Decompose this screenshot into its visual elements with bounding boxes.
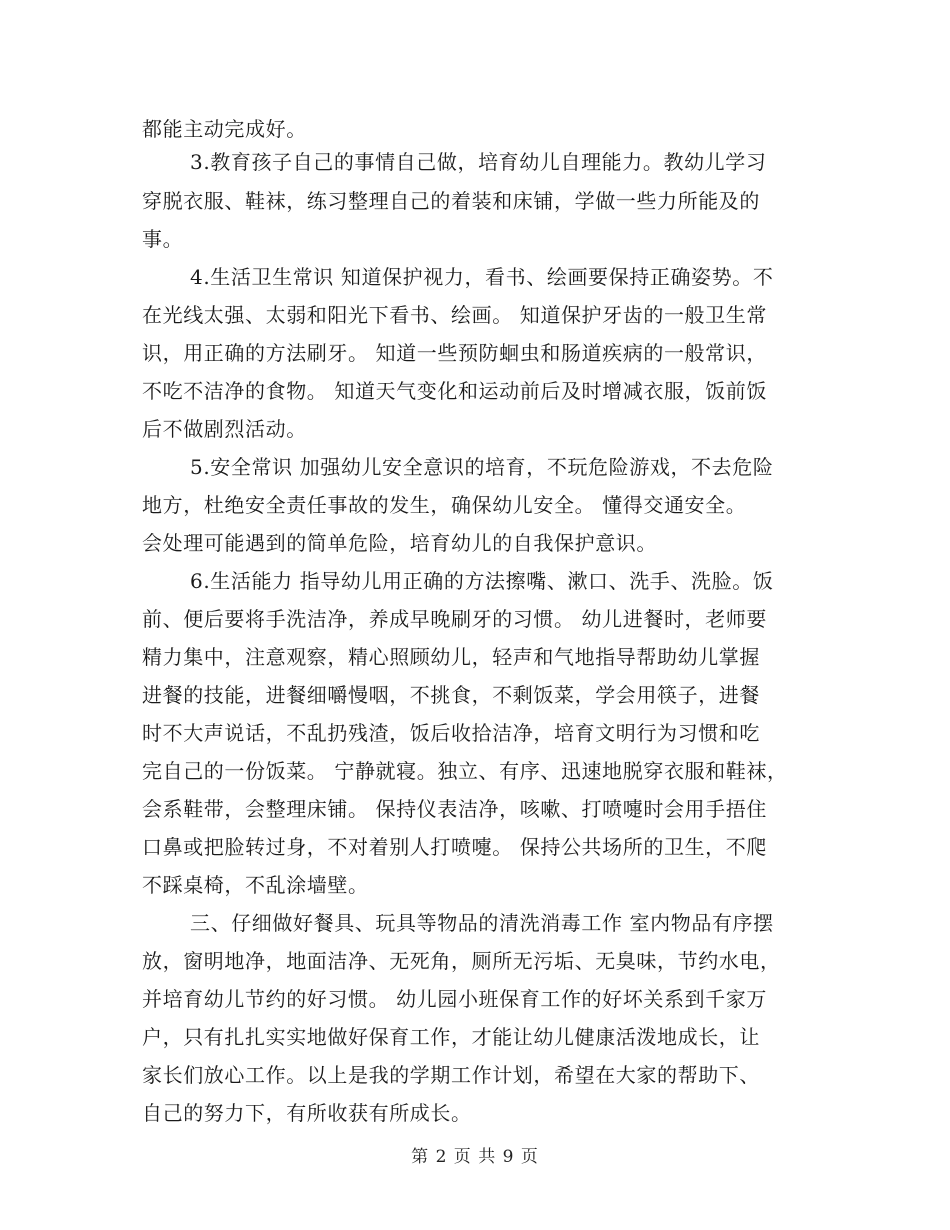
text-line: 穿脱衣服、鞋袜，练习整理自己的着装和床铺，学做一些力所能及的	[142, 189, 760, 213]
text-line: 不吃不洁净的食物。 知道天气变化和运动前后及时增减衣服，饭前饭	[142, 379, 767, 403]
text-line: 识，用正确的方法刷牙。 知道一些预防蛔虫和肠道疾病的一般常识，	[142, 341, 767, 365]
text-line: 户，只有扎扎实实地做好保育工作，才能让幼儿健康活泼地成长，让	[142, 1025, 760, 1049]
text-line: 3.教育孩子自己的事情自己做，培育幼儿自理能力。教幼儿学习	[190, 150, 767, 174]
text-line: 地方，杜绝安全责任事故的发生，确保幼儿安全。 懂得交通安全。	[142, 493, 747, 517]
text-line: 精力集中，注意观察，精心照顾幼儿，轻声和气地指导帮助幼儿掌握	[142, 645, 760, 669]
page-number-footer: 第 2 页 共 9 页	[411, 1147, 539, 1167]
text-line: 4.生活卫生常识 知道保护视力，看书、绘画要保持正确姿势。不	[190, 265, 774, 289]
text-line: 不踩桌椅，不乱涂墙壁。	[142, 873, 369, 897]
text-line: 会处理可能遇到的简单危险，培育幼儿的自我保护意识。	[142, 531, 657, 555]
text-line: 家长们放心工作。以上是我的学期工作计划，希望在大家的帮助下、	[142, 1063, 760, 1087]
text-line: 时不大声说话，不乱扔残渣，饭后收拾洁净，培育文明行为习惯和吃	[142, 721, 760, 745]
text-line: 5.安全常识 加强幼儿安全意识的培育，不玩危险游戏，不去危险	[190, 455, 774, 479]
text-line: 口鼻或把脸转过身，不对着别人打喷嚏。 保持公共场所的卫生，不爬	[142, 835, 767, 859]
text-line: 后不做剧烈活动。	[142, 417, 307, 441]
text-line: 完自己的一份饭菜。 宁静就寝。独立、有序、迅速地脱穿衣服和鞋袜，	[142, 759, 788, 783]
text-line: 前、便后要将手洗洁净，养成早晚刷牙的习惯。 幼儿进餐时，老师要	[142, 607, 767, 631]
text-line: 自己的努力下，有所收获有所成长。	[142, 1101, 472, 1125]
text-line: 三、仔细做好餐具、玩具等物品的清洗消毒工作 室内物品有序摆	[190, 911, 774, 935]
text-line: 都能主动完成好。	[142, 117, 307, 141]
text-line: 在光线太强、太弱和阳光下看书、绘画。 知道保护牙齿的一般卫生常	[142, 303, 767, 327]
text-line: 会系鞋带，会整理床铺。 保持仪表洁净，咳嗽、打喷嚏时会用手捂住	[142, 797, 767, 821]
text-line: 放，窗明地净，地面洁净、无死角，厕所无污垢、无臭味，节约水电，	[142, 949, 781, 973]
text-line: 并培育幼儿节约的好习惯。 幼儿园小班保育工作的好坏关系到千家万	[142, 987, 767, 1011]
text-line: 6.生活能力 指导幼儿用正确的方法擦嘴、漱口、洗手、洗脸。饭	[190, 569, 774, 593]
text-line: 事。	[142, 227, 184, 251]
text-line: 进餐的技能，进餐细嚼慢咽，不挑食，不剩饭菜，学会用筷子，进餐	[142, 683, 760, 707]
